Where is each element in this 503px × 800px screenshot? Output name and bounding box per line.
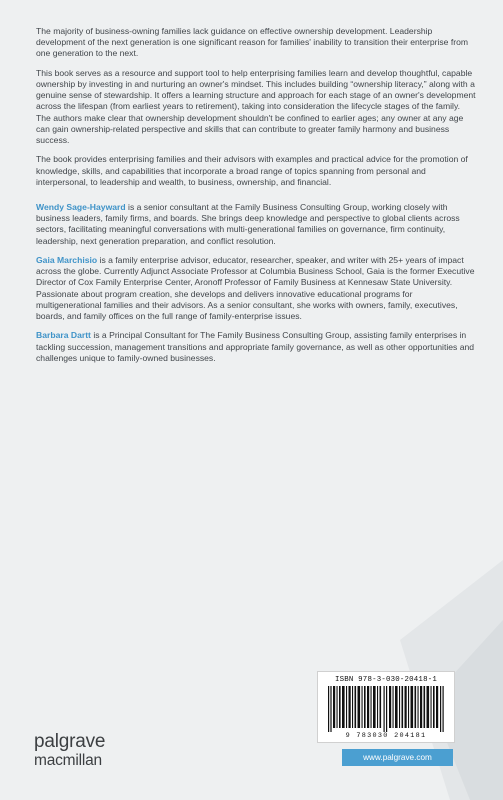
author-name-2: Gaia Marchisio: [36, 255, 98, 266]
author-bio-1: [36, 202, 476, 247]
author-bio-text-3: is a Principal Consultant for The Family Business Consulting Group, assisting family enterprises in tackling succession, management transitions and appropriate family governance, as well as other opportunities and challenges unique to family-owned businesses.: [36, 330, 475, 363]
blurb-paragraph-3: The book provides enterprising families and their advisors with examples and practical advice for the promotion of knowledge, skills, and capabilities that incorporate a broad range of topics spanning from personal and interpersonal, to leadership and wealth, to business, ownership, and financial.: [36, 154, 468, 187]
blurb-paragraph-2: This book serves as a resource and support tool to help enterprising families learn and develop thoughtful, capable ownership by investing in and nurturing an owner's mindset. This includes building “ownership literacy,” along with a genuine sense of stewardship. It offers a learning structure and approach for each stage of an owner's development across the lifespan (from earliest years to retirement), taking into consideration the lifecycle stages of the family. The authors make clear that ownership development shouldn't be confined to earlier ages; any owner at any age can gain ownership-related perspective and skills that can contribute to greater family harmony and business success.: [36, 67, 476, 146]
publisher-url[interactable]: www.palgrave.com: [342, 749, 453, 766]
author-bio-text-1: is a senior consultant at the Family Business Consulting Group, working closely with business leaders, family firms, and boards. She brings deep knowledge and perspective to global clients across sectors, facilitating meaningful conversations with multi-generational families on governance, firm continuity, leadership, next generation preparation, and conflict resolution.: [36, 202, 460, 246]
blurb-column: [36, 26, 476, 372]
logo-macmillan: macmillan: [34, 752, 102, 769]
barcode-icon: [328, 686, 444, 732]
author-bio-3: [36, 330, 476, 364]
publisher-logo: [34, 732, 105, 770]
author-name-1: Wendy Sage-Hayward: [36, 202, 126, 213]
isbn-barcode-box: [317, 671, 455, 743]
author-name-3: Barbara Dartt: [36, 330, 91, 341]
blurb-paragraph-1: The majority of business-owning families lack guidance on effective ownership development. Leadership development of the next generation is one significant reason for families' inability to transition their enterprise from one generation to the next.: [36, 26, 469, 59]
barcode-digits: 9 783030 204181: [345, 732, 427, 740]
author-bio-2: [36, 255, 476, 322]
author-bio-text-2: is a family enterprise advisor, educator, researcher, speaker, and writer with 25+ years of impact across the globe. Currently Adjunct Associate Professor at Columbia Business School, Gaia is the former Executive Director of Cox Family Enterprise Center, Aronoff Professor of Family Business at Kennesaw State University. Passionate about program creation, she develops and delivers innovative educational programs for multigenerational families and their advisors. As a senior consultant, she works with owners, family, executives, boards, and family offices on the full range of family-enterprise issues.: [36, 255, 475, 322]
logo-palgrave: palgrave: [34, 731, 106, 752]
isbn-label: ISBN 978-3-030-20418-1: [335, 676, 437, 684]
